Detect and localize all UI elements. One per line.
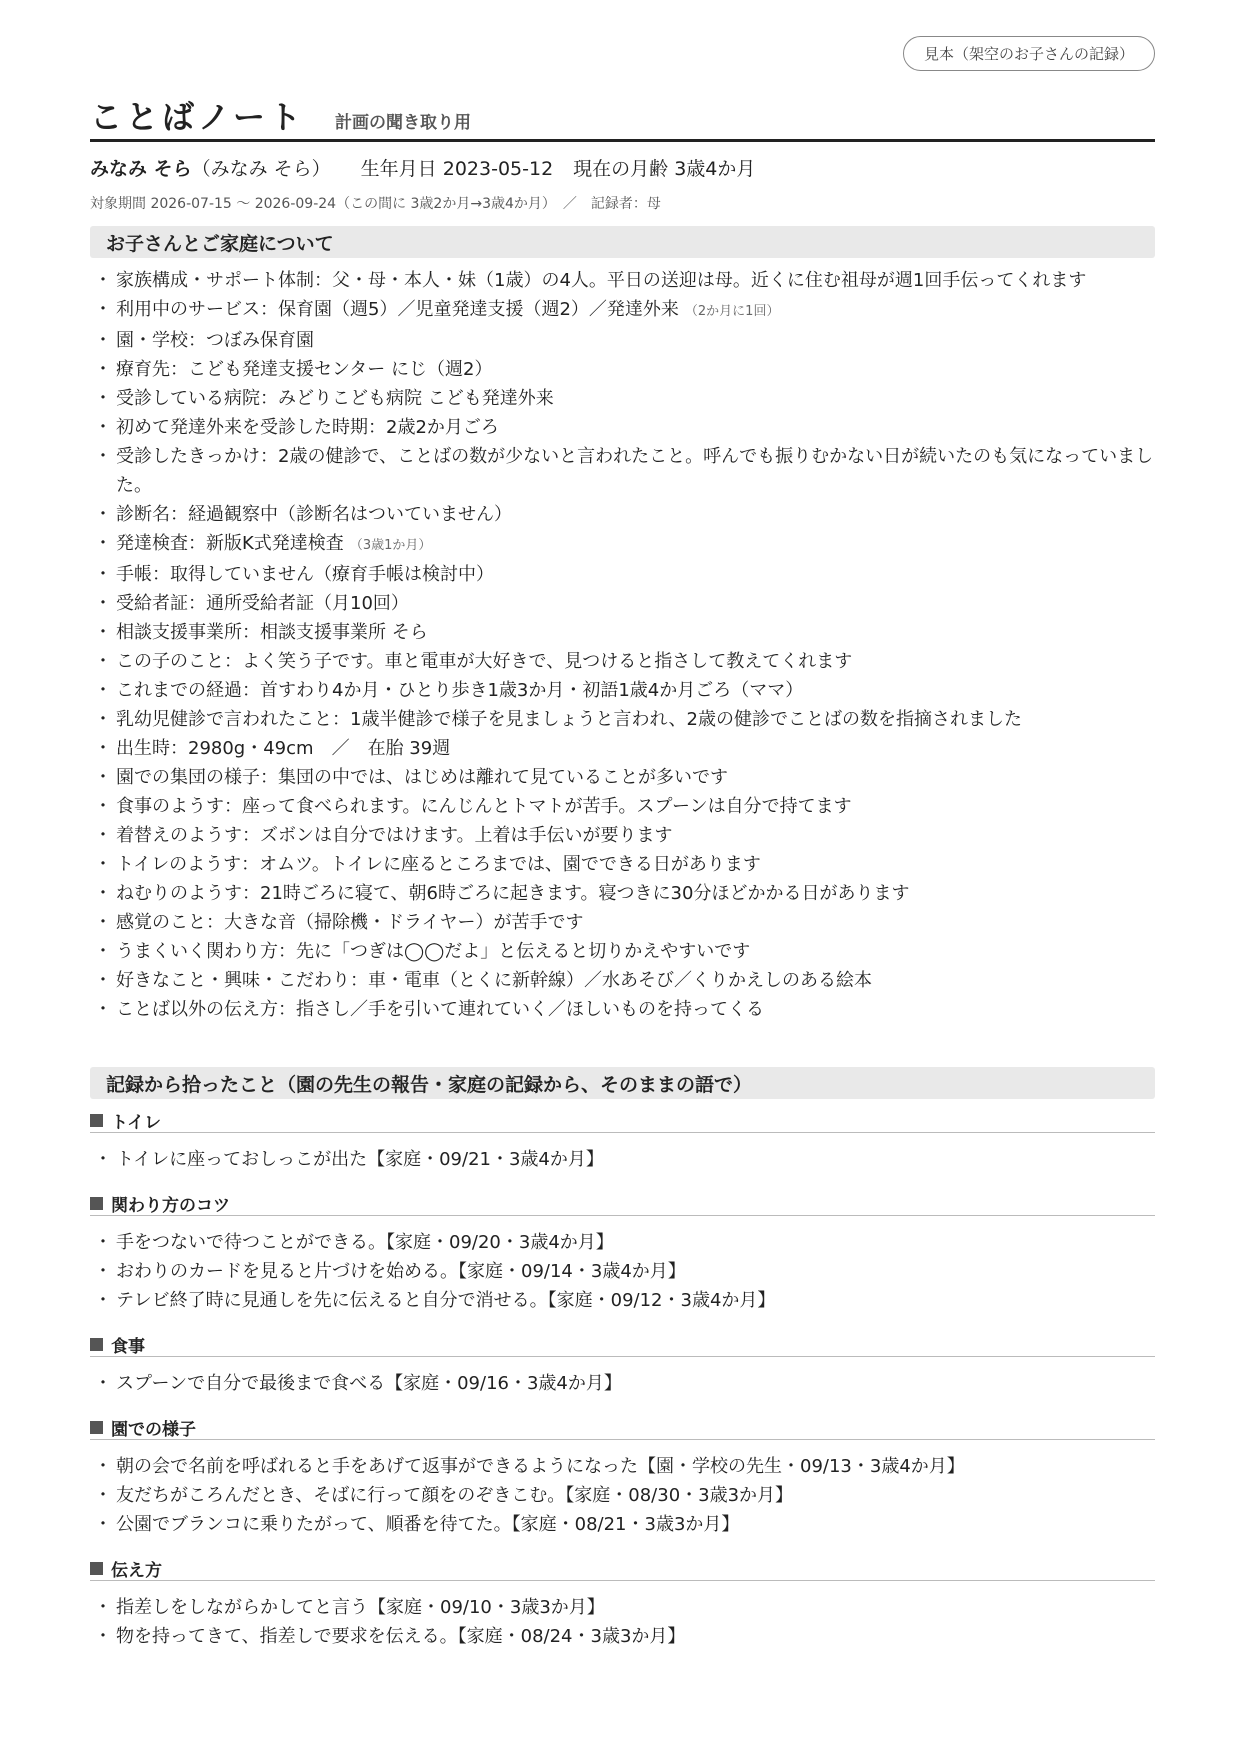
family-section-header: お子さんとご家庭について	[90, 226, 1155, 258]
family-list-item	[90, 618, 1155, 647]
square-bullet-icon	[90, 1421, 103, 1434]
child-info	[90, 154, 1155, 181]
family-list-item	[90, 705, 1155, 734]
title-row	[90, 92, 1155, 142]
record-list-item: ・ 友だちがころんだとき、そばに行って顔をのぞきこむ。【家庭・08/30・3歳3か月】	[90, 1481, 1155, 1510]
family-list-item	[90, 908, 1155, 937]
family-list-item	[90, 676, 1155, 705]
family-item-text: 食事のようす：座って食べられます。にんじんとトマトが苦手。スプーンは自分で持てます	[116, 796, 852, 817]
family-list-item	[90, 326, 1155, 355]
family-item-note: （2か月に1回）	[684, 304, 780, 319]
family-list-item	[90, 529, 1155, 560]
family-item-text: この子のこと：よく笑う子です。車と電車が大好きで、見つけると指さして教えてくれます	[116, 651, 853, 672]
record-list	[90, 1228, 1155, 1315]
family-item-text: 感覚のこと：大きな音（掃除機・ドライヤー）が苦手です	[116, 912, 584, 933]
family-list-item	[90, 589, 1155, 618]
record-list	[90, 1593, 1155, 1651]
record-list	[90, 1452, 1155, 1539]
record-list-item: ・ スプーンで自分で最後まで食べる【家庭・09/16・3歳4か月】	[90, 1369, 1155, 1398]
record-group-title: トイレ	[111, 1113, 162, 1133]
family-list-item	[90, 879, 1155, 908]
family-item-text: うまくいく関わり方：先に「つぎは◯◯だよ」と伝えると切りかえやすいです	[116, 941, 751, 962]
family-item-text: 手帳：取得していません（療育手帳は検討中）	[116, 564, 494, 585]
record-list-item: ・ トイレに座っておしっこが出た【家庭・09/21・3歳4か月】	[90, 1145, 1155, 1174]
family-item-note: （3歳1か月）	[349, 538, 432, 553]
record-group-header	[90, 1557, 1155, 1581]
current-age: 3歳4か月	[674, 158, 756, 180]
record-list-item: ・ おわりのカードを見ると片づけを始める。【家庭・09/14・3歳4か月】	[90, 1257, 1155, 1286]
record-group-title: 食事	[111, 1337, 145, 1357]
family-list-item	[90, 560, 1155, 589]
record-list-item: ・ 公園でブランコに乗りたがって、順番を待てた。【家庭・08/21・3歳3か月】	[90, 1510, 1155, 1539]
family-item-text: 受給者証：通所受給者証（月10回）	[116, 593, 409, 614]
records-section-header: 記録から拾ったこと（園の先生の報告・家庭の記録から、そのままの語で）	[90, 1067, 1155, 1099]
record-group-title: 伝え方	[111, 1561, 162, 1581]
page-title: ことばノート	[90, 98, 306, 136]
record-list	[90, 1145, 1155, 1174]
record-group-title: 関わり方のコツ	[111, 1196, 230, 1216]
record-list	[90, 1369, 1155, 1398]
square-bullet-icon	[90, 1197, 103, 1210]
family-list-item	[90, 384, 1155, 413]
record-list-item: ・ 朝の会で名前を呼ばれると手をあげて返事ができるようになった【園・学校の先生・09/13・3歳4か月】	[90, 1452, 1155, 1481]
family-list-item	[90, 966, 1155, 995]
birth-date: 2023-05-12	[442, 158, 554, 180]
family-list-item	[90, 850, 1155, 879]
family-item-text: 診断名：経過観察中（診断名はついていません）	[116, 504, 512, 525]
page-subtitle: 計画の聞き取り用	[335, 113, 472, 133]
family-list-item	[90, 500, 1155, 529]
birth-label: 生年月日	[360, 158, 437, 180]
family-item-text: 相談支援事業所：相談支援事業所 そら	[116, 622, 428, 643]
family-item-text: 受診したきっかけ：2歳の健診で、ことばの数が少ないと言われたこと。呼んでも振りむかない日が続いたのも気になっていました。	[116, 446, 1154, 496]
family-list-item	[90, 442, 1155, 500]
record-group-header	[90, 1333, 1155, 1357]
record-group-header	[90, 1192, 1155, 1216]
family-item-text: 好きなこと・興味・こだわり：車・電車（とくに新幹線）／水あそび／くりかえしのある絵本	[116, 970, 872, 991]
record-list-item: ・ 物を持ってきて、指差しで要求を伝える。【家庭・08/24・3歳3か月】	[90, 1622, 1155, 1651]
family-item-text: 出生時：2980g・49cm ／ 在胎 39週	[116, 738, 451, 759]
square-bullet-icon	[90, 1338, 103, 1351]
square-bullet-icon	[90, 1562, 103, 1575]
family-list-item	[90, 295, 1155, 326]
family-item-text: 発達検査：新版K式発達検査	[116, 533, 344, 554]
family-item-text: 初めて発達外来を受診した時期：2歳2か月ごろ	[116, 417, 499, 438]
child-name-reading: （みなみ そら）	[191, 158, 331, 180]
family-item-text: 着替えのようす：ズボンは自分ではけます。上着は手伝いが要ります	[116, 825, 673, 846]
family-list-item	[90, 647, 1155, 676]
age-label: 現在の月齢	[573, 158, 669, 180]
family-item-text: 園での集団の様子：集団の中では、はじめは離れて見ていることが多いです	[116, 767, 728, 788]
period-line: 対象期間 2026-07-15 〜 2026-09-24（この間に 3歳2か月→3歳4か月） ／ 記録者：母	[90, 196, 661, 212]
record-group-header	[90, 1416, 1155, 1440]
family-item-text: ねむりのようす：21時ごろに寝て、朝6時ごろに起きます。寝つきに30分ほどかかる日があります	[116, 883, 910, 904]
sample-badge: 見本（架空のお子さんの記録）	[903, 36, 1155, 71]
family-item-text: 受診している病院：みどりこども病院 こども発達外来	[116, 388, 554, 409]
family-list-item	[90, 937, 1155, 966]
family-item-text: 利用中のサービス：保育園（週5）／児童発達支援（週2）／発達外来	[116, 299, 679, 320]
family-list	[90, 266, 1155, 1024]
family-list-item	[90, 734, 1155, 763]
child-name: みなみ そら	[90, 158, 192, 180]
record-list-item: ・ 手をつないで待つことができる。【家庭・09/20・3歳4か月】	[90, 1228, 1155, 1257]
family-item-text: トイレのようす：オムツ。トイレに座るところまでは、園でできる日があります	[116, 854, 761, 875]
record-list-item: ・ テレビ終了時に見通しを先に伝えると自分で消せる。【家庭・09/12・3歳4か月】	[90, 1286, 1155, 1315]
family-list-item	[90, 355, 1155, 384]
family-list-item	[90, 792, 1155, 821]
family-item-text: これまでの経過：首すわり4か月・ひとり歩き1歳3か月・初語1歳4か月ごろ（ママ）	[116, 680, 804, 701]
family-list-item	[90, 821, 1155, 850]
family-item-text: 乳幼児健診で言われたこと：1歳半健診で様子を見ましょうと言われ、2歳の健診でことばの数を指摘されました	[116, 709, 1022, 730]
family-item-text: 家族構成・サポート体制：父・母・本人・妹（1歳）の4人。平日の送迎は母。近くに住む祖母が週1回手伝ってくれます	[116, 270, 1087, 291]
family-item-text: 療育先：こども発達支援センター にじ（週2）	[116, 359, 493, 380]
record-group-title: 園での様子	[111, 1420, 196, 1440]
family-list-item	[90, 995, 1155, 1024]
family-list-item	[90, 763, 1155, 792]
family-list-item	[90, 266, 1155, 295]
family-item-text: ことば以外の伝え方：指さし／手を引いて連れていく／ほしいものを持ってくる	[116, 999, 764, 1020]
family-list-item	[90, 413, 1155, 442]
family-item-text: 園・学校：つぼみ保育園	[116, 330, 314, 351]
record-list-item: ・ 指差しをしながらかしてと言う【家庭・09/10・3歳3か月】	[90, 1593, 1155, 1622]
record-group-header	[90, 1109, 1155, 1133]
square-bullet-icon	[90, 1114, 103, 1127]
